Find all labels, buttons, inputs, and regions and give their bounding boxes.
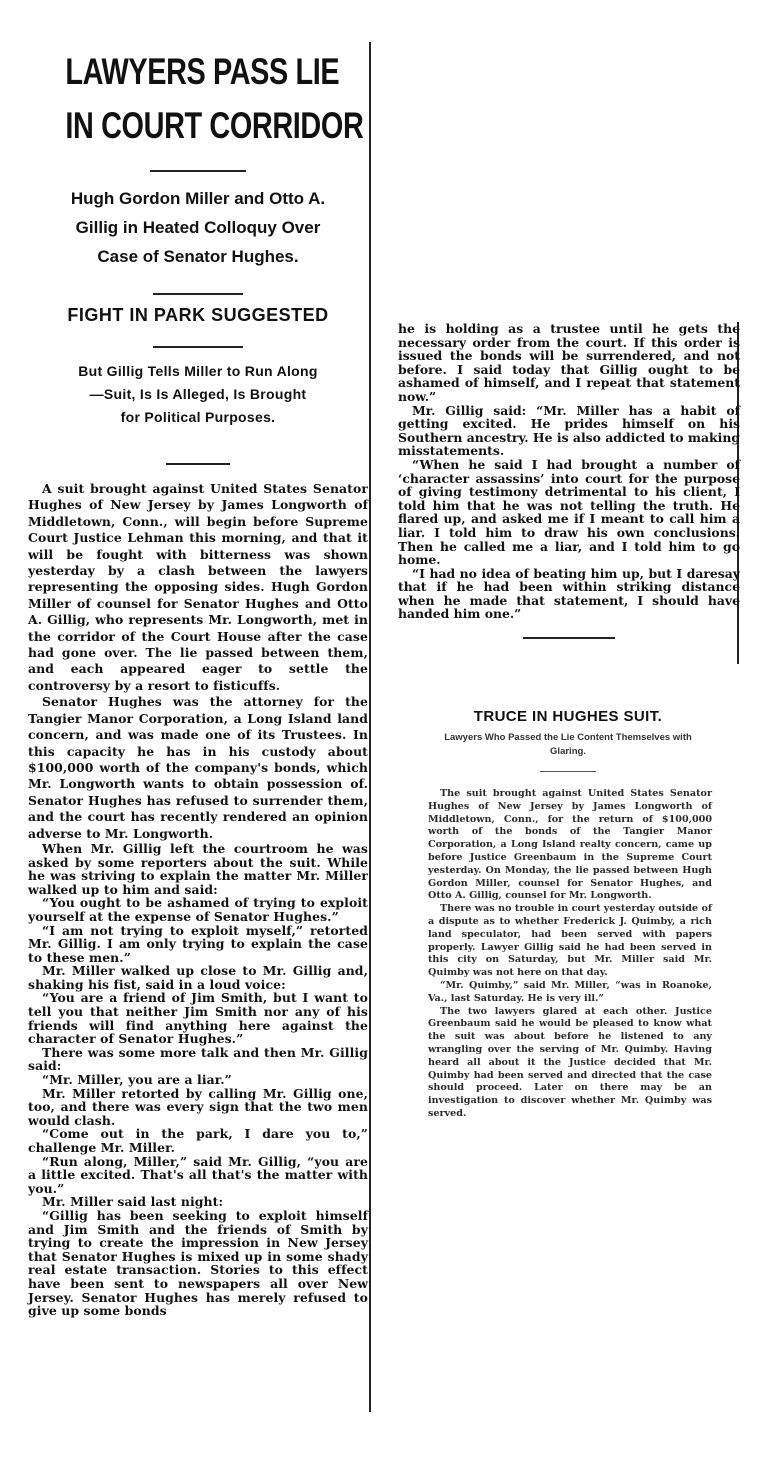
deck-tertiary-line: —Suit, Is Is Alleged, Is Brought (89, 386, 307, 402)
column-rule-left (369, 42, 371, 1412)
body-paragraph: Senator Hughes was the attorney for the Tangier Manor Corporation, a Long Island land concern, and was made one of its Trustees. In this capacity he has in his custody about $100,000 worth of the company's bonds, which Mr. Longworth wants to obtain possession of. Senator Hughes has refused to surrender them, and the court has recently rendered an opinion adverse to Mr. Longworth. (28, 694, 368, 841)
body-paragraph: “Come out in the park, I dare you to,” challenge Mr. Miller. (28, 1126, 368, 1155)
body-paragraph: “Gillig has been seeking to exploit himself and Jim Smith and the friends of Smith by trying to create the impression in New Jersey that Senator Hughes is mixed up in some shady real estate transaction. Stories to this effect have been sent to newspapers all over New Jersey. Senator Hughes has merely refused to give up some bonds (28, 1207, 368, 1319)
body-paragraph: Mr. Miller walked up close to Mr. Gillig and, shaking his fist, said in a loud voice: (28, 963, 368, 992)
deck-primary-line: Hugh Gordon Miller and Otto A. (70, 189, 326, 208)
article-secondary (418, 704, 718, 1121)
deck-rule (153, 346, 243, 348)
body-paragraph: “You are a friend of Jim Smith, but I want to tell you that neither Jim Smith nor any of his friends will find anything here against the character of Senator Hughes.” (28, 990, 368, 1047)
headline-rule (150, 170, 246, 172)
deck-primary-line: Case of Senator Hughes. (97, 247, 299, 266)
body-paragraph: A suit brought against United States Senator Hughes of New Jersey by James Longworth of Middletown, Conn., will begin before Supreme Court Justice Lehman this morning, and that it will be fought with bitterness was shown yesterday by a clash between the lawyers representing the opposing sides. Hugh Gordon Miller of counsel for Senator Hughes and Otto A. Gillig, who represents Mr. Longworth, met in the corridor of the Court House after the case had gone over. The lie passed between them, and each appeared eager to settle the controversy by a resort to fisticuffs. (28, 481, 368, 693)
body-paragraph: When Mr. Gillig left the courtroom he was asked by some reporters about the suit. While he was striving to explain the matter Mr. Miller walked up to him and said: (28, 840, 368, 897)
deck-primary-line: Gillig in Heated Colloquy Over (75, 218, 321, 237)
body-paragraph: There was no trouble in court yesterday outside of a dispute as to whether Frederick J. Quimby, a rich land speculator, had been served with papers properly. Lawyer Gillig said he had been served in this city on Saturday, but Mr. Miller said Mr. Quimby was not here on that day. (428, 903, 712, 979)
body-paragraph: The two lawyers glared at each other. Justice Greenbaum said he would be pleased to know what the suit was about before he listened to any wrangling over the serving of Mr. Quimby. Having heard all about it the Justice decided that Mr. Quimby had been served and directed that the case should proceed. Later on there may be an investigation to discover whether Mr. Quimby was served. (428, 1005, 712, 1119)
headline-line-1: LAWYERS PASS LIE (65, 51, 340, 92)
article-end-rule (523, 637, 615, 639)
deck-secondary: FIGHT IN PARK SUGGESTED (67, 305, 329, 325)
article-body (28, 481, 368, 1318)
deck-primary (28, 184, 368, 271)
secondary-rule (540, 771, 596, 772)
secondary-subhead: Lawyers Who Passed the Lie Content Themselves with Glaring. (444, 732, 692, 757)
body-paragraph: “Mr. Quimby,” said Mr. Miller, “was in Roanoke, Va., last Saturday. He is very ill.” (428, 979, 712, 1004)
body-paragraph: “Run along, Miller,” said Mr. Gillig, “you are a little excited. That's all that's the matter with you.” (28, 1153, 368, 1196)
deck-tertiary (28, 360, 368, 429)
body-paragraph: Mr. Miller said last night: (42, 1194, 224, 1210)
body-paragraph: “Mr. Miller, you are a liar.” (42, 1072, 232, 1088)
body-paragraph: Mr. Miller retorted by calling Mr. Gillig one, too, and there was every sign that the two men would clash. (28, 1085, 368, 1128)
body-paragraph: “I had no idea of beating him up, but I daresay that if he had been within striking distance when he made that statement, I should have handed him one.” (398, 565, 740, 622)
body-paragraph: “I am not trying to exploit myself,” retorted Mr. Gillig. I am only trying to explain the case to these men.” (28, 922, 368, 965)
deck-tertiary-line: But Gillig Tells Miller to Run Along (78, 363, 318, 379)
secondary-headline: TRUCE IN HUGHES SUIT. (473, 708, 663, 725)
article-main-continued (398, 322, 740, 639)
body-paragraph: he is holding as a trustee until he gets the necessary order from the court. If this order is issued the bonds will be surrendered, and not before. I said today that Gillig ought to be ashamed of himself, and I repeat that statement now.” (398, 321, 740, 404)
body-paragraph: The suit brought against United States Senator Hughes of New Jersey by James Longworth of Middletown, Conn., for the return of $100,000 worth of the bonds of the Tangier Manor Corporation, a Long Island realty concern, came up before Justice Greenbaum in the Supreme Court yesterday. On Monday, the lie passed between Hugh Gordon Miller, counsel for Senator Hughes, and Otto A. Gillig, counsel for Mr. Longworth. (428, 788, 712, 902)
deck-tertiary-line: for Political Purposes. (120, 409, 276, 425)
body-paragraph: “You ought to be ashamed of trying to exploit yourself at the expense of Senator Hughes.” (28, 895, 368, 924)
body-rule (166, 463, 230, 465)
article-main (28, 40, 368, 1318)
secondary-body (418, 788, 718, 1121)
body-paragraph: Mr. Gillig said: “Mr. Miller has a habit of getting excited. He prides himself on his Southern ancestry. He is also addicted to making misstatements. (398, 402, 740, 459)
body-paragraph: There was some more talk and then Mr. Gillig said: (28, 1044, 368, 1074)
body-paragraph: “When he said I had brought a number of ‘character assassins’ into court for the purpose of giving testimony detrimental to his client, I told him that he was not telling the truth. He flared up, and asked me if I meant to call him a liar. I told him to draw his own conclusions. Then he called me a liar, and I told him to go home. (398, 456, 740, 568)
deck-rule (153, 293, 243, 295)
headline-line-2: IN COURT CORRIDOR (65, 105, 364, 146)
